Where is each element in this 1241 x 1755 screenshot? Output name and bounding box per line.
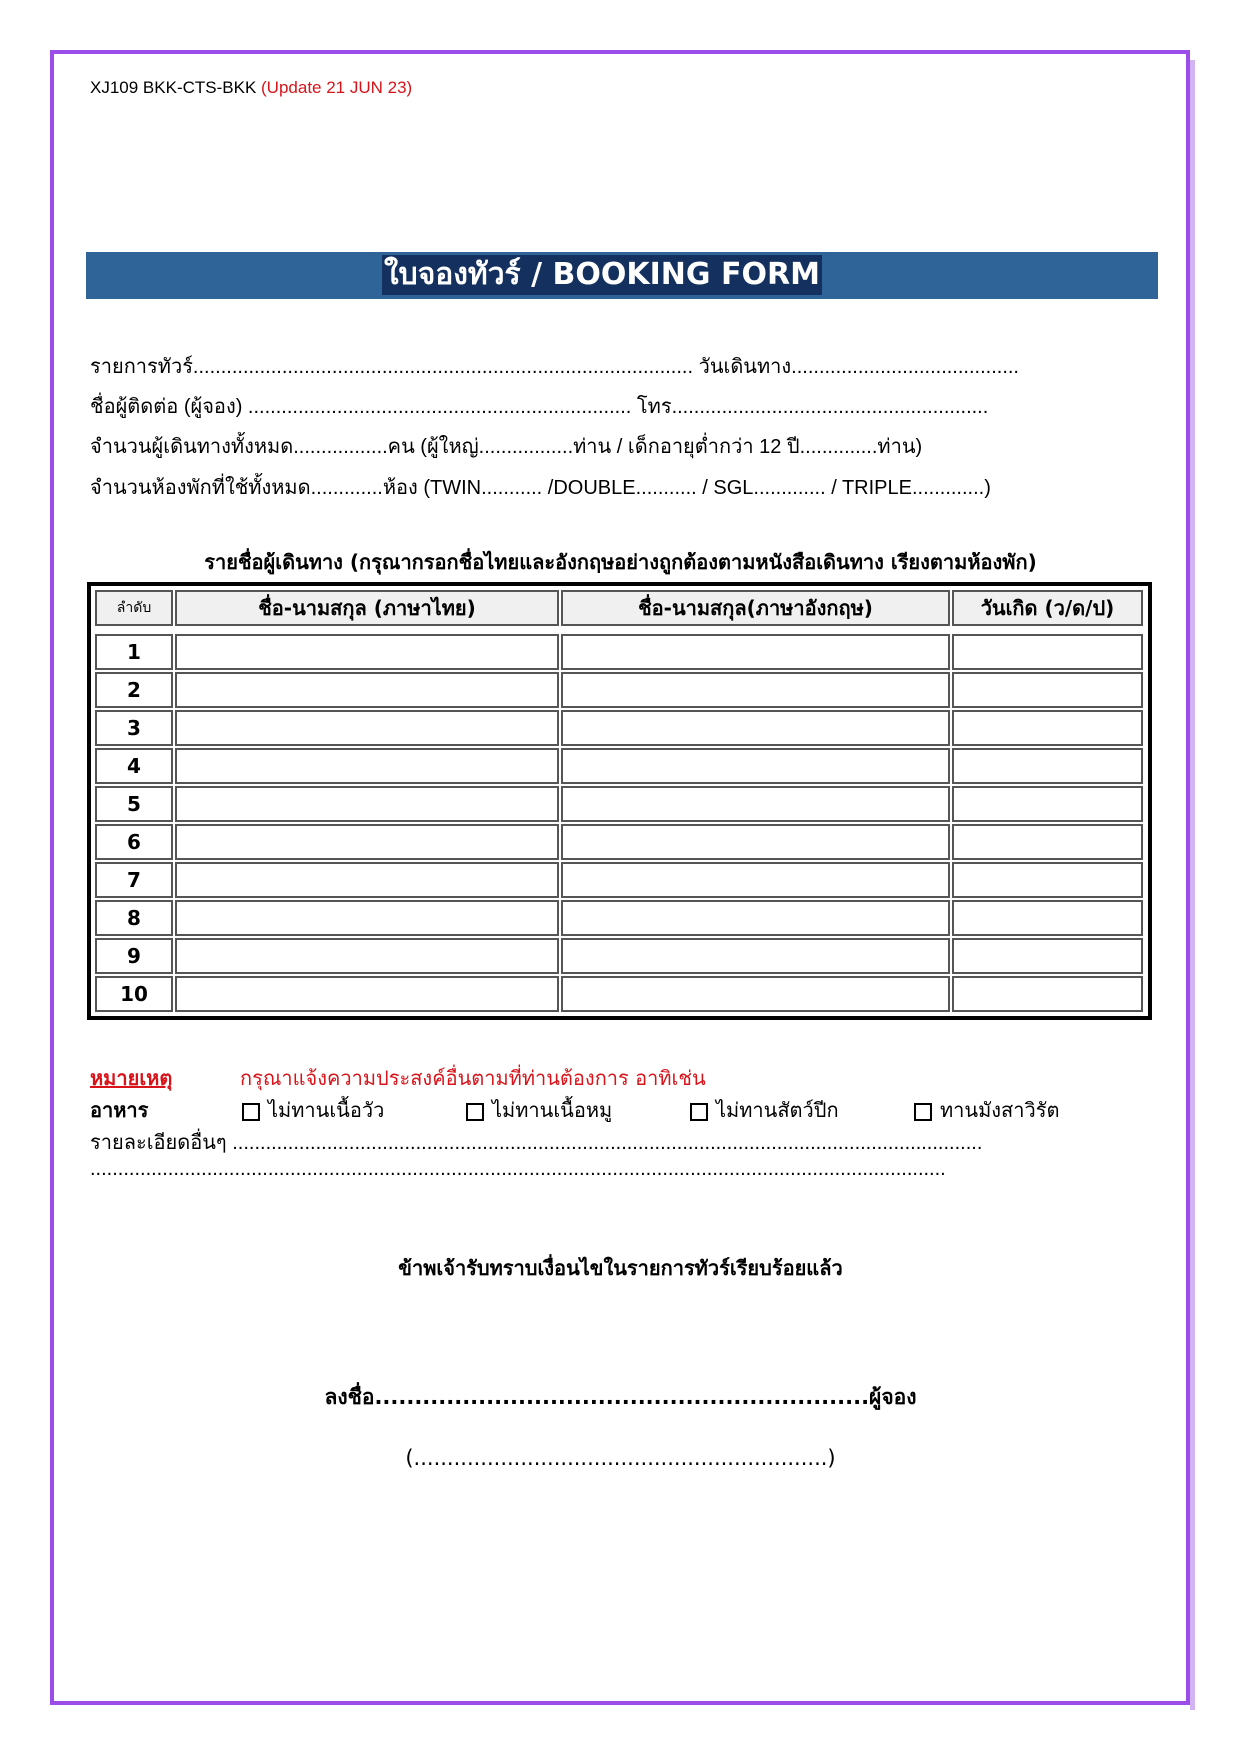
birthdate-cell[interactable]: [952, 824, 1143, 860]
row-number: 5: [95, 786, 173, 822]
thai-name-cell[interactable]: [175, 786, 559, 822]
table-row: [95, 672, 1143, 708]
food-option-label: ไม่ทานเนื้อวัว: [268, 1098, 385, 1122]
acknowledgement-text: ข้าพเจ้ารับทราบเงื่อนไขในรายการทัวร์เรียบร้อยแล้ว: [398, 1256, 843, 1280]
english-name-cell[interactable]: [561, 824, 950, 860]
table-row: [95, 634, 1143, 670]
other-details-field[interactable]: รายละเอียดอื่นๆ .......................................................................................................................................: [90, 1132, 983, 1154]
row-number: 8: [95, 900, 173, 936]
birthdate-cell[interactable]: [952, 672, 1143, 708]
checkbox-icon[interactable]: [690, 1103, 708, 1121]
table-row: [95, 710, 1143, 746]
signature-name-line[interactable]: (..............................................................): [405, 1446, 836, 1470]
remark-text: กรุณาแจ้งความประสงค์อื่นตามที่ท่านต้องการ อาทิเช่น: [240, 1066, 706, 1090]
birthdate-cell[interactable]: [952, 786, 1143, 822]
food-option-label: ไม่ทานเนื้อหมู: [492, 1098, 613, 1122]
english-name-cell[interactable]: [561, 786, 950, 822]
row-number: 6: [95, 824, 173, 860]
update-date: (Update 21 JUN 23): [261, 78, 413, 97]
food-option-label: ไม่ทานสัตว์ปีก: [716, 1098, 839, 1122]
thai-name-cell[interactable]: [175, 900, 559, 936]
english-name-cell[interactable]: [561, 900, 950, 936]
table-row: [95, 900, 1143, 936]
room-count-field[interactable]: จำนวนห้องพักที่ใช้ทั้งหมด.............ห้อง (TWIN........... /DOUBLE........... / SGL............. / TRIPLE.............): [90, 477, 991, 499]
birthdate-cell[interactable]: [952, 900, 1143, 936]
food-label: อาหาร: [90, 1098, 149, 1122]
other-details-field-2[interactable]: ..........................................................................................................................................................: [90, 1158, 946, 1180]
row-number: 10: [95, 976, 173, 1012]
col-header-no: ลำดับ: [95, 590, 173, 626]
birthdate-cell[interactable]: [952, 748, 1143, 784]
form-title: ใบจองทัวร์ / BOOKING FORM: [382, 255, 822, 295]
traveler-count-field[interactable]: จำนวนผู้เดินทางทั้งหมด.................คน (ผู้ใหญ่.................ท่าน / เด็กอายุต่ำกว่า 12 ปี..............ท่าน): [90, 436, 923, 458]
signature-line[interactable]: ลงชื่อ..............................................................ผู้จอง: [324, 1385, 917, 1409]
row-number: 1: [95, 634, 173, 670]
contact-name-field[interactable]: ชื่อผู้ติดต่อ (ผู้จอง) ..................................................................... โทร.........................................................: [90, 396, 989, 418]
tour-code-header: [90, 78, 412, 98]
food-option-no-poultry[interactable]: [690, 1094, 839, 1126]
english-name-cell[interactable]: [561, 862, 950, 898]
row-number: 3: [95, 710, 173, 746]
row-number: 2: [95, 672, 173, 708]
thai-name-cell[interactable]: [175, 976, 559, 1012]
thai-name-cell[interactable]: [175, 672, 559, 708]
passenger-table: [93, 588, 1145, 1014]
thai-name-cell[interactable]: [175, 710, 559, 746]
passenger-list-heading: รายชื่อผู้เดินทาง (กรุณากรอกชื่อไทยและอังกฤษอย่างถูกต้องตามหนังสือเดินทาง เรียงตามห้องพัก): [204, 550, 1037, 574]
thai-name-cell[interactable]: [175, 862, 559, 898]
english-name-cell[interactable]: [561, 976, 950, 1012]
food-option-label: ทานมังสาวิรัต: [940, 1098, 1060, 1122]
english-name-cell[interactable]: [561, 710, 950, 746]
birthdate-cell[interactable]: [952, 976, 1143, 1012]
checkbox-icon[interactable]: [914, 1103, 932, 1121]
birthdate-cell[interactable]: [952, 862, 1143, 898]
col-header-thai-name: ชื่อ-นามสกุล (ภาษาไทย): [175, 590, 559, 626]
col-header-birthdate: วันเกิด (ว/ด/ป): [952, 590, 1143, 626]
thai-name-cell[interactable]: [175, 748, 559, 784]
english-name-cell[interactable]: [561, 748, 950, 784]
col-header-english-name: ชื่อ-นามสกุล(ภาษาอังกฤษ): [561, 590, 950, 626]
checkbox-icon[interactable]: [466, 1103, 484, 1121]
remark-label: หมายเหตุ: [90, 1066, 173, 1090]
english-name-cell[interactable]: [561, 672, 950, 708]
food-option-no-pork[interactable]: [466, 1094, 612, 1126]
tour-code: XJ109 BKK-CTS-BKK: [90, 78, 262, 97]
table-row: [95, 824, 1143, 860]
table-row: [95, 976, 1143, 1012]
birthdate-cell[interactable]: [952, 634, 1143, 670]
row-number: 7: [95, 862, 173, 898]
birthdate-cell[interactable]: [952, 938, 1143, 974]
food-option-vegetarian[interactable]: [914, 1094, 1059, 1126]
thai-name-cell[interactable]: [175, 938, 559, 974]
english-name-cell[interactable]: [561, 938, 950, 974]
birthdate-cell[interactable]: [952, 710, 1143, 746]
food-option-no-beef[interactable]: [242, 1094, 384, 1126]
table-row: [95, 748, 1143, 784]
row-number: 9: [95, 938, 173, 974]
table-row: [95, 938, 1143, 974]
row-number: 4: [95, 748, 173, 784]
table-row: [95, 786, 1143, 822]
table-header-row: [95, 590, 1143, 626]
thai-name-cell[interactable]: [175, 824, 559, 860]
checkbox-icon[interactable]: [242, 1103, 260, 1121]
tour-name-field[interactable]: รายการทัวร์.......................................................................................... วันเดินทาง.........................................: [90, 356, 1019, 378]
english-name-cell[interactable]: [561, 634, 950, 670]
thai-name-cell[interactable]: [175, 634, 559, 670]
table-row: [95, 862, 1143, 898]
